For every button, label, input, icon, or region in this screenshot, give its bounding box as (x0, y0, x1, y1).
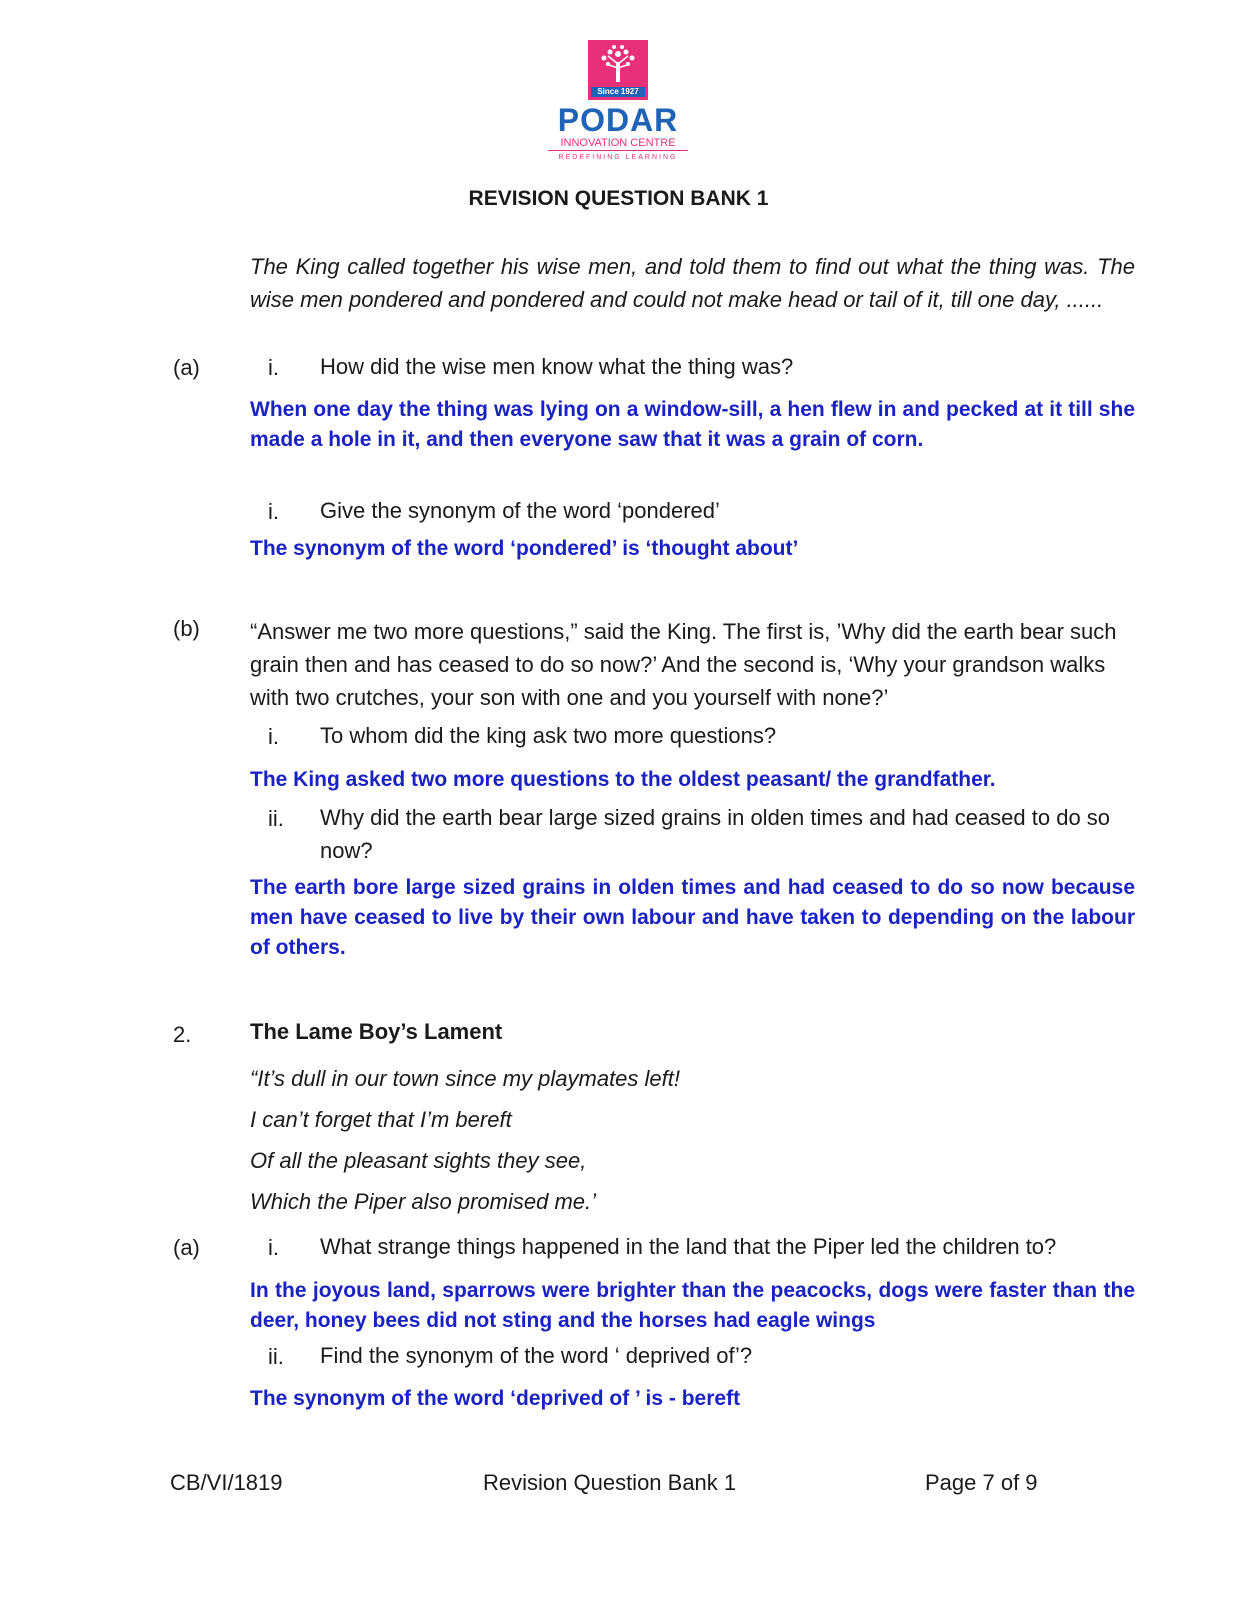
question-text: Why did the earth bear large sized grains in olden times and had ceased to do so now? (320, 805, 1111, 863)
question-label: (a) (173, 1235, 200, 1260)
answer-text: In the joyous land, sparrows were brighter than the peacocks, dogs were faster than the deer, honey bees did not sting and the horses had eagle wings (250, 1279, 1135, 1332)
answer-text: The synonym of the word ‘pondered’ is ‘thought about’ (250, 537, 799, 560)
tree-icon (588, 40, 648, 90)
poem-line: Which the Piper also promised me.’ (250, 1189, 597, 1214)
answer-text: The King asked two more questions to the oldest peasant/ the grandfather. (250, 768, 996, 791)
footer-code: CB/VI/1819 (170, 1470, 283, 1495)
question-number: i. (268, 724, 279, 749)
logo-divider (548, 150, 688, 151)
question-number: i. (268, 1235, 279, 1260)
question-number: ii. (268, 1344, 284, 1369)
poem-line: I can’t forget that I’m bereft (250, 1107, 512, 1132)
poem-line: Of all the pleasant sights they see, (250, 1148, 587, 1173)
page-title: REVISION QUESTION BANK 1 (468, 187, 769, 210)
passage-text: The King called together his wise men, and told them to find out what the thing was. The wise men pondered and pondered and could not make head or tail of it, till one day, ...... (250, 254, 1135, 312)
answer-text: The synonym of the word ‘deprived of ’ is - bereft (250, 1387, 741, 1410)
question-text: How did the wise men know what the thing was? (320, 354, 794, 379)
poem-title: The Lame Boy’s Lament (250, 1019, 503, 1044)
passage-text: “Answer me two more questions,” said the King. The first is, ’Why did the earth bear such grain then and has ceased to do so now?’ And the second is, ‘Why your grandson walks with two crutches, your son with one and you yourself with none?’ (250, 619, 1117, 710)
question-label: (b) (173, 616, 200, 641)
question-number: ii. (268, 806, 284, 831)
question-text: Give the synonym of the word ‘pondered’ (320, 498, 720, 523)
question-text: What strange things happened in the land that the Piper led the children to? (320, 1234, 1057, 1259)
question-label: (a) (173, 355, 200, 380)
question-text: To whom did the king ask two more questions? (320, 723, 777, 748)
poem-line: “It’s dull in our town since my playmates left! (250, 1066, 680, 1091)
footer-title: Revision Question Bank 1 (483, 1470, 737, 1495)
question-number: i. (268, 499, 279, 524)
section-number: 2. (173, 1022, 192, 1047)
question-number: i. (268, 355, 279, 380)
answer-text: The earth bore large sized grains in olden times and had ceased to do so now because men have ceased to live by their own labour and have taken to depending on the labour of others. (250, 876, 1135, 959)
answer-text: When one day the thing was lying on a window-sill, a hen flew in and pecked at it till she made a hole in it, and then everyone saw that it was a grain of corn. (250, 398, 1135, 451)
logo-since: Since 1927 (591, 87, 645, 97)
school-logo (588, 40, 648, 100)
logo-name: PODAR (557, 102, 679, 138)
question-text: Find the synonym of the word ‘ deprived of’? (320, 1343, 753, 1368)
page-number: Page 7 of 9 (925, 1470, 1038, 1495)
logo-subtitle: INNOVATION CENTRE (560, 137, 676, 149)
logo-tagline: REDEFINING LEARNING (558, 154, 678, 161)
